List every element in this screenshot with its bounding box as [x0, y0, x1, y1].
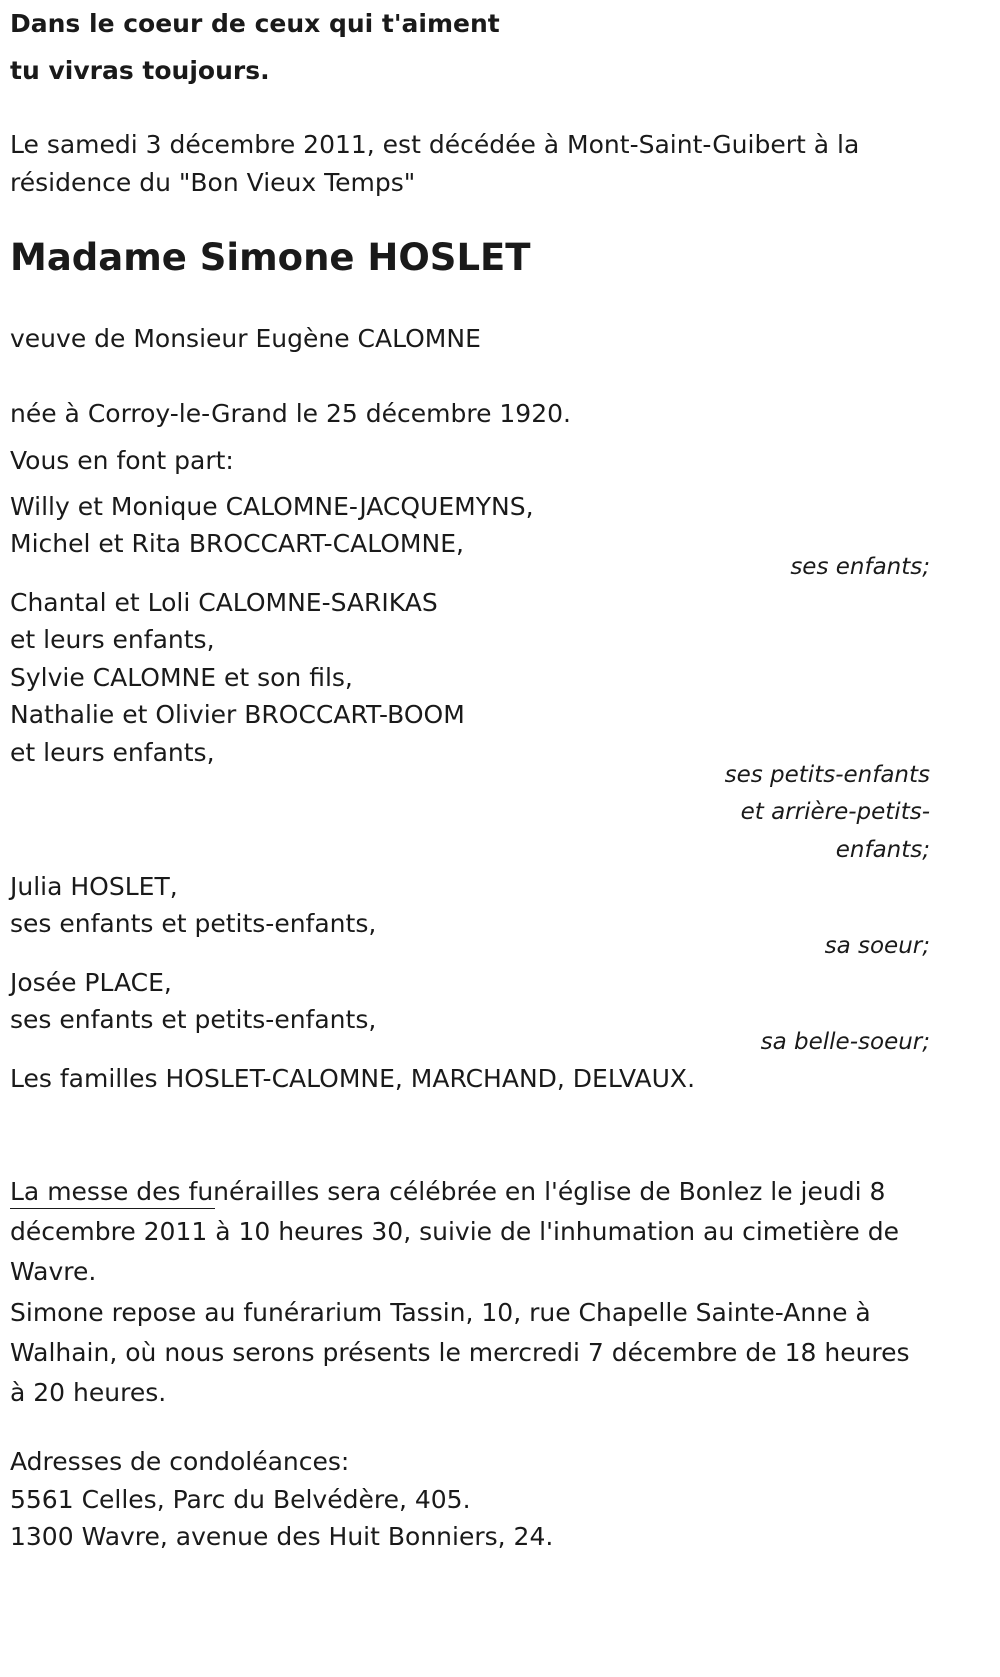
- announcement-line-1: Le samedi 3 décembre 2011, est décédée à Mont-Saint-Guibert à la: [10, 130, 860, 159]
- sister-name: Julia HOSLET,: [10, 872, 178, 901]
- relation-sister: sa soeur;: [824, 933, 930, 959]
- birth-info: née à Corroy-le-Grand le 25 décembre 1920.: [10, 399, 571, 428]
- funeral-mass-paragraph: La messe des funérailles sera célébrée en l'église de Bonlez le jeudi 8 décembre 2011 à 10 heures 30, suivie de l'inhumation au cimetière de Wavre.: [10, 1177, 899, 1286]
- relation-children: ses enfants;: [790, 554, 930, 580]
- condolence-address: 5561 Celles, Parc du Belvédère, 405.: [10, 1485, 471, 1514]
- sister-family: ses enfants et petits-enfants,: [10, 909, 377, 938]
- condolences-heading: Adresses de condoléances:: [10, 1447, 350, 1476]
- grandchild-name: Chantal et Loli CALOMNE-SARIKAS: [10, 588, 438, 617]
- child-name: Michel et Rita BROCCART-CALOMNE,: [10, 529, 464, 558]
- sister-in-law-name: Josée PLACE,: [10, 968, 172, 997]
- families-line: Les familles HOSLET-CALOMNE, MARCHAND, DELVAUX.: [10, 1064, 696, 1093]
- grandchild-name: et leurs enfants,: [10, 738, 215, 767]
- epigraph-line-1: Dans le coeur de ceux qui t'aiment: [10, 9, 500, 38]
- grandchild-name: et leurs enfants,: [10, 625, 215, 654]
- widow-of: veuve de Monsieur Eugène CALOMNE: [10, 324, 481, 353]
- sister-in-law-family: ses enfants et petits-enfants,: [10, 1005, 377, 1034]
- grandchild-name: Nathalie et Olivier BROCCART-BOOM: [10, 700, 465, 729]
- funeral-rest-paragraph: Simone repose au funérarium Tassin, 10, rue Chapelle Sainte-Anne à Walhain, où nous serons présents le mercredi 7 décembre de 18 heures à 20 heures.: [10, 1298, 910, 1407]
- condolence-address: 1300 Wavre, avenue des Huit Bonniers, 24.: [10, 1522, 554, 1551]
- notice-intro: Vous en font part:: [10, 446, 234, 475]
- relation-sister-in-law: sa belle-soeur;: [760, 1029, 930, 1055]
- relation-grandchildren-line: ses petits-enfants: [724, 762, 930, 788]
- relation-grandchildren-line: et arrière-petits-: [740, 799, 930, 825]
- grandchild-name: Sylvie CALOMNE et son fils,: [10, 663, 353, 692]
- child-name: Willy et Monique CALOMNE-JACQUEMYNS,: [10, 492, 534, 521]
- epigraph-line-2: tu vivras toujours.: [10, 56, 270, 85]
- relation-grandchildren-line: enfants;: [835, 837, 930, 863]
- deceased-name: Madame Simone HOSLET: [10, 236, 531, 279]
- announcement-line-2: résidence du "Bon Vieux Temps": [10, 168, 416, 197]
